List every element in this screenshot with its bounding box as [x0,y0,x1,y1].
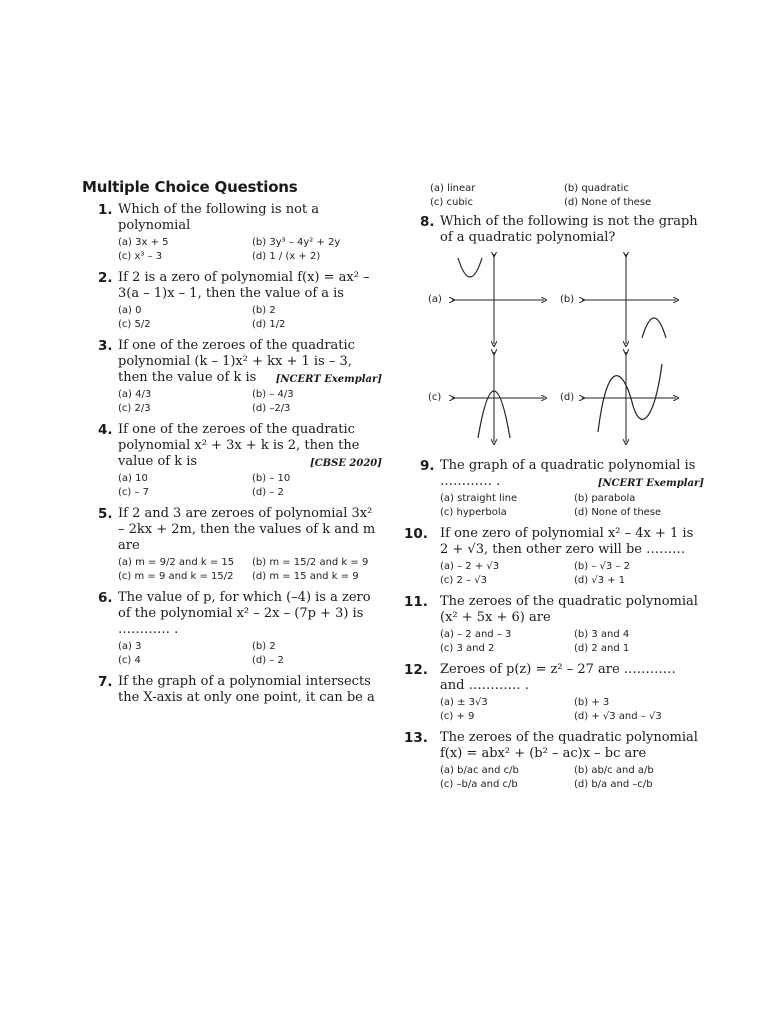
option-c: (c) + 9 [440,711,475,722]
option-d: (d) –2/3 [252,403,291,414]
source-tag: [NCERT Exemplar] [597,478,704,489]
question-text: Which of the following is not the graph of a quadratic polynomial? [440,214,698,245]
option-a: (a) m = 9/2 and k = 15 [118,557,235,568]
options [440,764,704,792]
option-a: (a) straight line [440,493,518,504]
option-a: (a) 3x + 5 [118,237,169,248]
question-text: If one zero of polynomial x² – 4x + 1 is 2 + √3, then other zero will be ……… [440,526,694,557]
question-text [118,338,382,386]
question-number: 9. [420,458,435,474]
question-4 [82,422,382,500]
option-b: (b) parabola [574,493,636,504]
question-body: If one of the zeroes of the quadratic polynomial (k – 1)x² + kx + 1 is – 3, then the value of k is [118,338,355,385]
question-body: The graph of a quadratic polynomial is ………… . [440,458,696,489]
option-a: (a) b/ac and c/b [440,765,519,776]
graph-label-b: (b) [560,294,575,305]
option-b: (b) – 10 [252,473,291,484]
option-d: (d) 1 / (x + 2) [252,251,321,262]
question-number: 3. [98,338,113,354]
source-tag: [NCERT Exemplar] [275,374,382,385]
question-number: 12. [404,662,428,678]
option-b: (b) quadratic [564,183,629,194]
option-b: (b) – √3 – 2 [574,561,630,572]
question-6 [82,590,382,668]
options [440,560,704,588]
question-13 [404,730,704,792]
option-b: (b) 2 [252,305,276,316]
question-number: 11. [404,594,428,610]
option-b: (b) – 4/3 [252,389,294,400]
options [440,628,704,656]
question-11 [404,594,704,656]
options [118,556,382,584]
option-b: (b) + 3 [574,697,610,708]
question-text [440,458,704,490]
option-d: (d) None of these [564,197,652,208]
option-b: (b) 3y³ – 4y² + 2y [252,237,341,248]
option-d: (d) – 2 [252,487,284,498]
option-d: (d) √3 + 1 [574,575,626,586]
question-7-options [430,182,704,210]
option-c: (c) – 7 [118,487,150,498]
question-text [118,422,382,470]
question-12 [404,662,704,724]
source-tag: [CBSE 2020] [309,458,382,469]
option-b: (b) m = 15/2 and k = 9 [252,557,369,568]
question-body: If one of the zeroes of the quadratic polynomial x² + 3x + k is 2, then the value of k is [118,422,360,469]
left-column [82,178,382,712]
option-d: (d) 1/2 [252,319,286,330]
question-text: If 2 and 3 are zeroes of polynomial 3x² – 2kx + 2m, then the values of k and m are [118,506,376,553]
question-5 [82,506,382,584]
option-a: (a) 4/3 [118,389,152,400]
question-2 [82,270,382,332]
option-c: (c) 4 [118,655,141,666]
option-d: (d) 2 and 1 [574,643,630,654]
question-number: 10. [404,526,428,542]
graph-options [404,252,704,452]
question-number: 1. [98,202,113,218]
option-a: (a) linear [430,183,476,194]
right-column [404,182,704,798]
options [440,696,704,724]
option-c: (c) 2 – √3 [440,575,487,586]
option-c: (c) cubic [430,197,473,208]
option-d: (d) – 2 [252,655,284,666]
graphs-svg [404,252,704,452]
option-a: (a) – 2 + √3 [440,561,500,572]
options [118,388,382,416]
question-8 [404,214,704,246]
option-a: (a) – 2 and – 3 [440,629,512,640]
option-c: (c) x³ – 3 [118,251,163,262]
graph-b [582,254,676,344]
option-c: (c) m = 9 and k = 15/2 [118,571,234,582]
graph-a [452,254,544,344]
question-number: 2. [98,270,113,286]
section-heading: Multiple Choice Questions [82,178,298,196]
option-d: (d) + √3 and – √3 [574,711,662,722]
option-c: (c) 3 and 2 [440,643,495,654]
graph-d [582,352,676,442]
options [118,640,382,668]
question-text: If 2 is a zero of polynomial f(x) = ax² – 3(a – 1)x – 1, then the value of a is [118,270,370,301]
question-number: 6. [98,590,113,606]
option-c: (c) 2/3 [118,403,151,414]
option-a: (a) 10 [118,473,148,484]
question-number: 5. [98,506,113,522]
question-7 [82,674,382,706]
question-9 [404,458,704,520]
options [118,236,382,264]
option-c: (c) 5/2 [118,319,151,330]
question-number: 8. [420,214,435,230]
option-a: (a) ± 3√3 [440,697,488,708]
question-text: The zeroes of the quadratic polynomial (x² + 5x + 6) are [440,594,698,625]
graph-label-c: (c) [428,392,442,403]
option-a: (a) 0 [118,305,142,316]
question-text: The zeroes of the quadratic polynomial f(x) = abx² + (b² – ac)x – bc are [440,730,698,761]
option-d: (d) None of these [574,507,662,518]
option-d: (d) b/a and –c/b [574,779,653,790]
question-10 [404,526,704,588]
options [440,492,704,520]
option-c: (c) hyperbola [440,507,507,518]
question-text: Zeroes of p(z) = z² – 27 are ………… and ………… . [440,662,676,693]
option-c: (c) –b/a and c/b [440,779,518,790]
option-d: (d) m = 15 and k = 9 [252,571,359,582]
question-number: 7. [98,674,113,690]
options [118,472,382,500]
graph-label-a: (a) [428,294,442,305]
question-1 [82,202,382,264]
options [118,304,382,332]
question-3 [82,338,382,416]
question-text: If the graph of a polynomial intersects the X-axis at only one point, it can be a [118,674,375,705]
option-b: (b) 2 [252,641,276,652]
option-b: (b) 3 and 4 [574,629,630,640]
question-text: The value of p, for which (–4) is a zero of the polynomial x² – 2x – (7p + 3) is ………… . [118,590,371,637]
question-number: 13. [404,730,428,746]
graph-c [452,352,544,442]
option-a: (a) 3 [118,641,142,652]
option-b: (b) ab/c and a/b [574,765,654,776]
question-number: 4. [98,422,113,438]
question-text: Which of the following is not a polynomial [118,202,320,233]
graph-label-d: (d) [560,392,575,403]
